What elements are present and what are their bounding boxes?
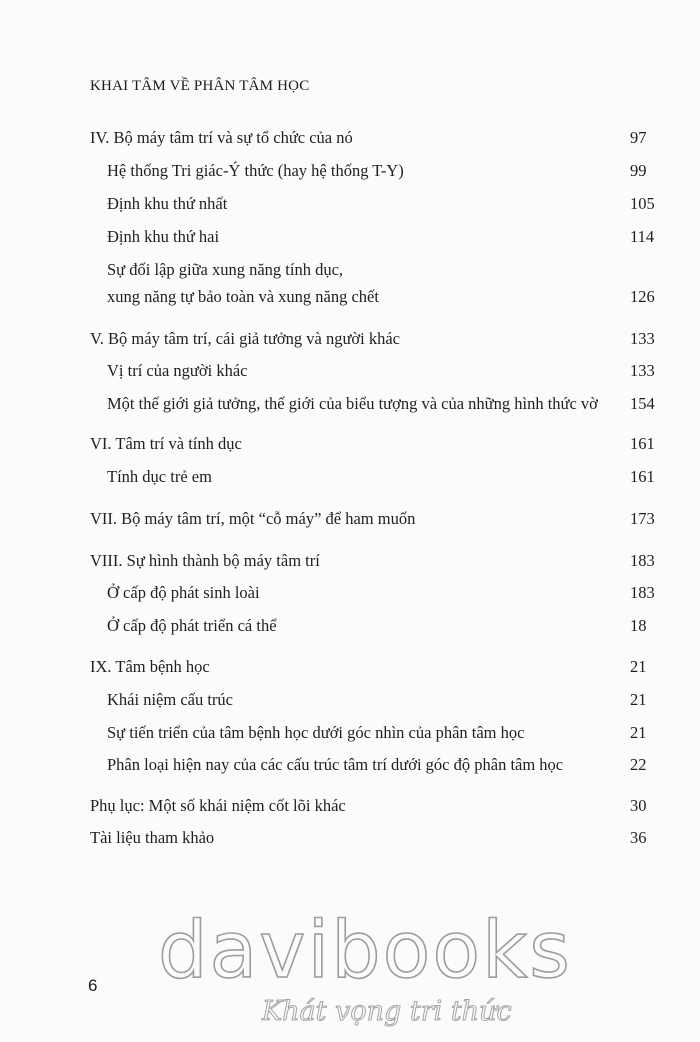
toc-entry-page: 173	[630, 509, 655, 528]
toc-entry	[0, 284, 700, 310]
toc-entry	[0, 825, 700, 851]
watermark	[0, 900, 700, 1042]
toc-entry-title: IX. Tâm bệnh học	[90, 657, 210, 676]
toc-entry	[0, 613, 700, 639]
toc-entry-page: 21	[630, 657, 647, 676]
toc-entry-page: 97	[630, 128, 647, 147]
toc-entry-title: Định khu thứ nhất	[107, 194, 228, 213]
toc-entry-page: 154	[630, 394, 655, 413]
running-head-title: KHAI TÂM VỀ PHÂN TÂM HỌC	[90, 78, 310, 94]
toc-entry-page: 183	[630, 551, 655, 570]
toc-entry-title: Sự tiến triển của tâm bệnh học dưới góc nhìn của phân tâm học	[107, 723, 525, 742]
toc-entry	[0, 257, 700, 283]
toc-entry	[0, 464, 700, 490]
toc-entry-title: Ở cấp độ phát sinh loài	[107, 583, 260, 602]
toc-entry-title: Phụ lục: Một số khái niệm cốt lõi khác	[90, 796, 346, 815]
toc-entry-title: Phân loại hiện nay của các cấu trúc tâm trí dưới góc độ phân tâm học	[107, 755, 564, 774]
toc-entry-title: IV. Bộ máy tâm trí và sự tổ chức của nó	[90, 128, 353, 147]
toc-entry-page: 21	[630, 723, 647, 742]
toc-entry-title: Hệ thống Tri giác-Ý thức (hay hệ thống T-Y)	[107, 161, 404, 180]
toc-entry-page: 105	[630, 194, 655, 213]
toc-entry	[0, 431, 700, 457]
toc-entry-title: Ở cấp độ phát triển cá thể	[107, 616, 277, 635]
toc-entry	[0, 654, 700, 680]
watermark-slogan: Khát vọng tri thức	[262, 996, 512, 1027]
page-number: 6	[88, 976, 98, 995]
toc-entry-page: 30	[630, 796, 647, 815]
toc-entry-title: Tài liệu tham khảo	[90, 828, 215, 847]
toc-entry	[0, 224, 700, 250]
toc-entry	[0, 793, 700, 819]
toc-entry	[0, 391, 700, 417]
toc-entry	[0, 687, 700, 713]
toc-entry-title: VI. Tâm trí và tính dục	[90, 434, 242, 453]
toc-entry	[0, 548, 700, 574]
watermark-logo: davibooks	[158, 906, 572, 996]
toc-entry-page: 133	[630, 361, 655, 380]
toc-entry-page: 114	[630, 227, 655, 246]
toc-entry-page: 161	[630, 434, 655, 453]
toc-entry	[0, 158, 700, 184]
toc-entry-title: Vị trí của người khác	[107, 361, 248, 380]
toc-entry-title: Sự đối lập giữa xung năng tính dục,	[107, 260, 344, 279]
toc-entry	[0, 720, 700, 746]
toc-entry-page: 161	[630, 467, 655, 486]
toc-entry-page: 36	[630, 828, 647, 847]
toc-entry	[0, 752, 700, 778]
toc-entry	[0, 506, 700, 532]
toc-entry-title: Khái niệm cấu trúc	[107, 690, 233, 709]
toc-entry-title: Định khu thứ hai	[107, 227, 220, 246]
toc-entry	[0, 191, 700, 217]
toc-entry	[0, 125, 700, 151]
toc-entry	[0, 358, 700, 384]
toc-entry-title: xung năng tự bảo toàn và xung năng chết	[107, 287, 379, 306]
toc-entry-title: VIII. Sự hình thành bộ máy tâm trí	[90, 551, 320, 570]
toc-entry	[0, 580, 700, 606]
toc-entry-title: V. Bộ máy tâm trí, cái giả tưởng và người khác	[90, 329, 400, 348]
toc-entry-page: 22	[630, 755, 647, 774]
toc-entry	[0, 326, 700, 352]
toc-entry-title: Tính dục trẻ em	[107, 467, 212, 486]
toc-entry-page: 126	[630, 287, 655, 306]
toc-entry-page: 183	[630, 583, 655, 602]
toc-entry-page: 133	[630, 329, 655, 348]
toc-entry-page: 99	[630, 161, 647, 180]
toc-entry-page: 18	[630, 616, 647, 635]
toc-entry-page: 21	[630, 690, 647, 709]
toc-entry-title: Một thế giới giả tưởng, thế giới của biểu tượng và của những hình thức vờ	[107, 394, 598, 413]
toc-entry-title: VII. Bộ máy tâm trí, một “cỗ máy” để ham muốn	[90, 509, 416, 528]
